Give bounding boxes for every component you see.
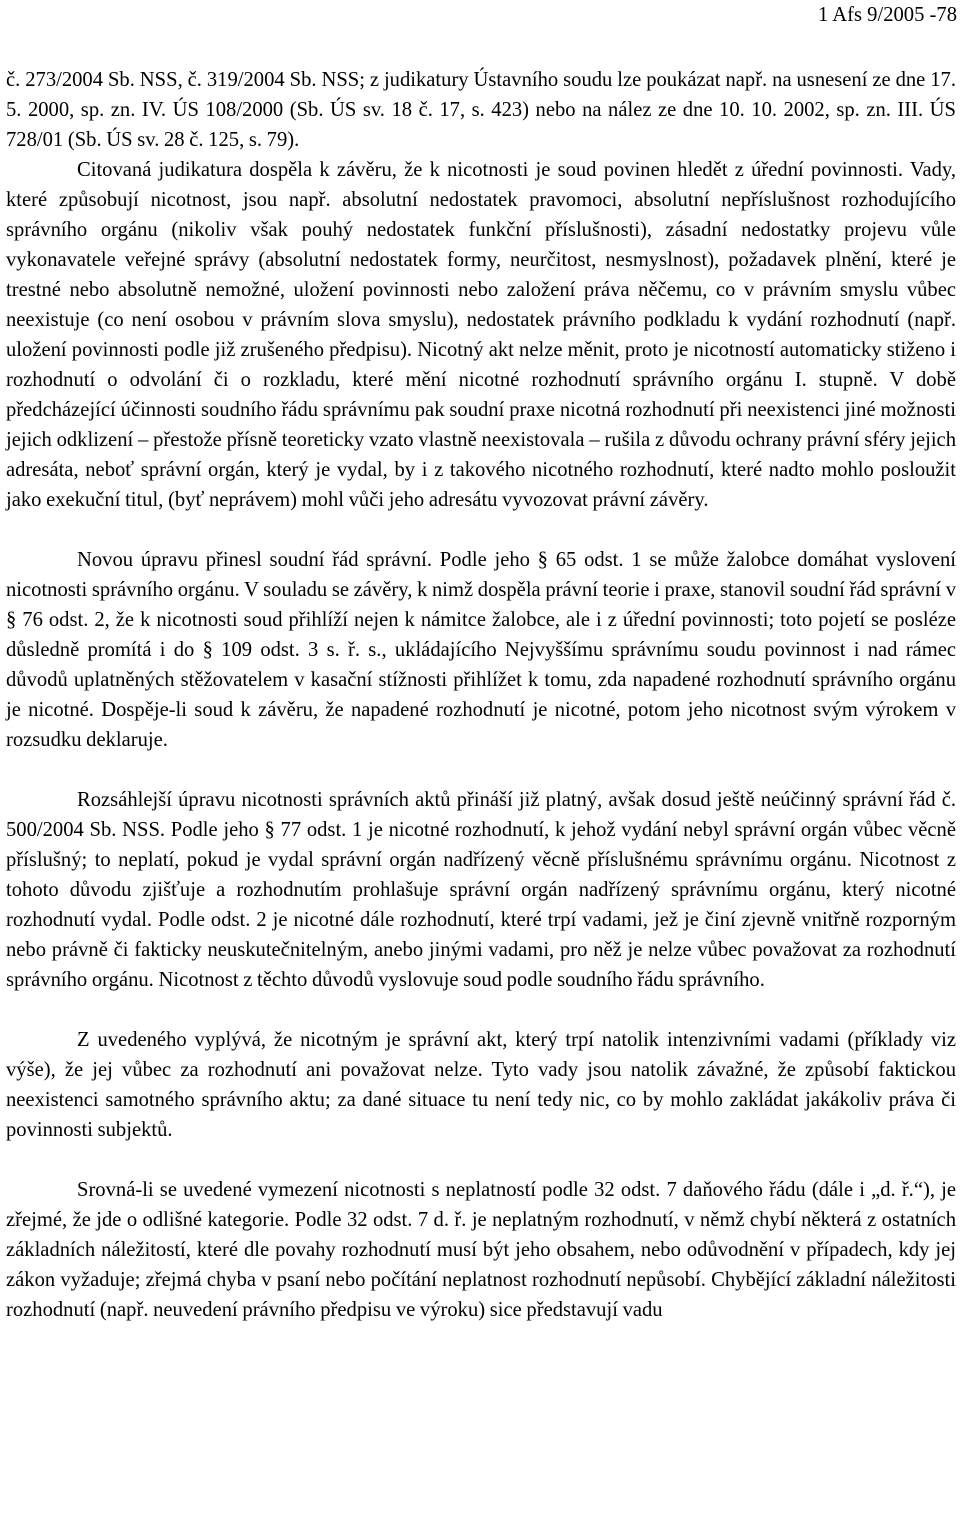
paragraph-tax-code-comparison: Srovná-li se uvedené vymezení nicotnosti s neplatností podle 32 odst. 7 daňového řádu (dále i „d. ř.“), je zřejmé, že jde o odlišné kategorie. Podle 32 odst. 7 d. ř. je neplatným rozhodnutí, v němž chybí některá z ostatních základních náležitostí, které dle povahy rozhodnutí musí být jeho obsahem, nebo odůvodnění v případech, kdy jej zákon vyžaduje; zřejmá chyba v psaní nebo počítání neplatnost rozhodnutí nepůsobí. Chybějící základní náležitosti rozhodnutí (např. neuvedení právního předpisu ve výroku) sice představují vadu (6, 1179, 956, 1321)
paragraph-administrative-code: Rozsáhlejší úpravu nicotnosti správních aktů přináší již platný, avšak dosud ještě neúčinný správní řád č. 500/2004 Sb. NSS. Podle jeho § 77 odst. 1 je nicotné rozhodnutí, k jehož vydání nebyl správní orgán vůbec věcně příslušný; to neplatí, pokud je vydal správní orgán nadřízený věcně příslušnému správnímu orgánu. Nicotnost z tohoto důvodu zjišťuje a rozhodnutím prohlašuje správní orgán nadřízený správnímu orgánu, který nicotné rozhodnutí vydal. Podle odst. 2 je nicotné dále rozhodnutí, které trpí vadami, jež je činí zjevně vnitřně rozporným nebo právně či fakticky neuskutečnitelným, anebo jinými vadami, pro něž je nelze vůbec považovat za rozhodnutí správního orgánu. Nicotnost z těchto důvodů vyslovuje soud podle soudního řádu správního. (6, 789, 956, 991)
paragraph-nullity-defects: Citovaná judikatura dospěla k závěru, že k nicotnosti je soud povinen hledět z úřední povinnosti. Vady, které způsobují nicotnost, jsou např. absolutní nedostatek pravomoci, absolutní nepříslušnost rozhodujícího správního orgánu (nikoliv však pouhý nedostatek funkční příslušnosti), zásadní nedostatky projevu vůle vykonavatele veřejné správy (absolutní nedostatek formy, neurčitost, nesmyslnost), požadavek plnění, které je trestné nebo absolutně nemožné, uložení povinnosti nebo založení práva něčemu, co v právním smyslu vůbec neexistuje (co není osobou v právním slova smyslu), nedostatek právního podkladu k vydání rozhodnutí (např. uložení povinnosti podle již zrušeného předpisu). Nicotný akt nelze měnit, proto je nicotností automaticky stiženo i rozhodnutí o odvolání či o rozkladu, které mění nicotné rozhodnutí správního orgánu I. stupně. V době předcházející účinnosti soudního řádu správnímu pak soudní praxe nicotná rozhodnutí při neexistenci jiné možnosti jejich odklizení – přestože přísně teoreticky vzato vlastně neexistovala – rušila z důvodu ochrany právní sféry jejich adresáta, neboť správní orgán, který je vydal, by i z takového nicotného rozhodnutí, které nadto mohlo posloužit jako exekuční titul, (byť neprávem) mohl vůči jeho adresátu vyvozovat právní závěry. (6, 159, 956, 511)
paragraph-conclusion: Z uvedeného vyplývá, že nicotným je správní akt, který trpí natolik intenzivními vadami (příklady viz výše), že jej vůbec za rozhodnutí ani považovat nelze. Tyto vady jsou natolik závažné, že způsobí faktickou neexistenci samotného správního aktu; za dané situace tu není tedy nic, co by mohlo zakládat jakákoliv práva či povinnosti subjektů. (6, 1029, 956, 1141)
page-reference: 1 Afs 9/2005 -78 (817, 4, 957, 26)
paragraph-citations: č. 273/2004 Sb. NSS, č. 319/2004 Sb. NSS; z judikatury Ústavního soudu lze poukázat např. na usnesení ze dne 17. 5. 2000, sp. zn. IV. ÚS 108/2000 (Sb. ÚS sv. 18 č. 17, s. 423) nebo na nález ze dne 10. 10. 2002, sp. zn. III. ÚS 728/01 (Sb. ÚS sv. 28 č. 125, s. 79). (6, 69, 956, 151)
document-body (6, 65, 956, 1325)
paragraph-new-regulation: Novou úpravu přinesl soudní řád správní. Podle jeho § 65 odst. 1 se může žalobce domáhat vyslovení nicotnosti správního orgánu. V souladu se závěry, k nimž dospěla právní teorie i praxe, stanovil soudní řád správní v § 76 odst. 2, že k nicotnosti soud přihlíží nejen k námitce žalobce, ale i z úřední povinnosti; toto pojetí se posléze důsledně promítá i do § 109 odst. 3 s. ř. s., ukládajícího Nejvyššímu správnímu soudu povinnost i nad rámec důvodů uplatněných stěžovatelem v kasační stížnosti přihlížet k tomu, zda napadené rozhodnutí správního orgánu je nicotné. Dospěje-li soud k závěru, že napadené rozhodnutí je nicotné, potom jeho nicotnost svým výrokem v rozsudku deklaruje. (6, 549, 956, 751)
